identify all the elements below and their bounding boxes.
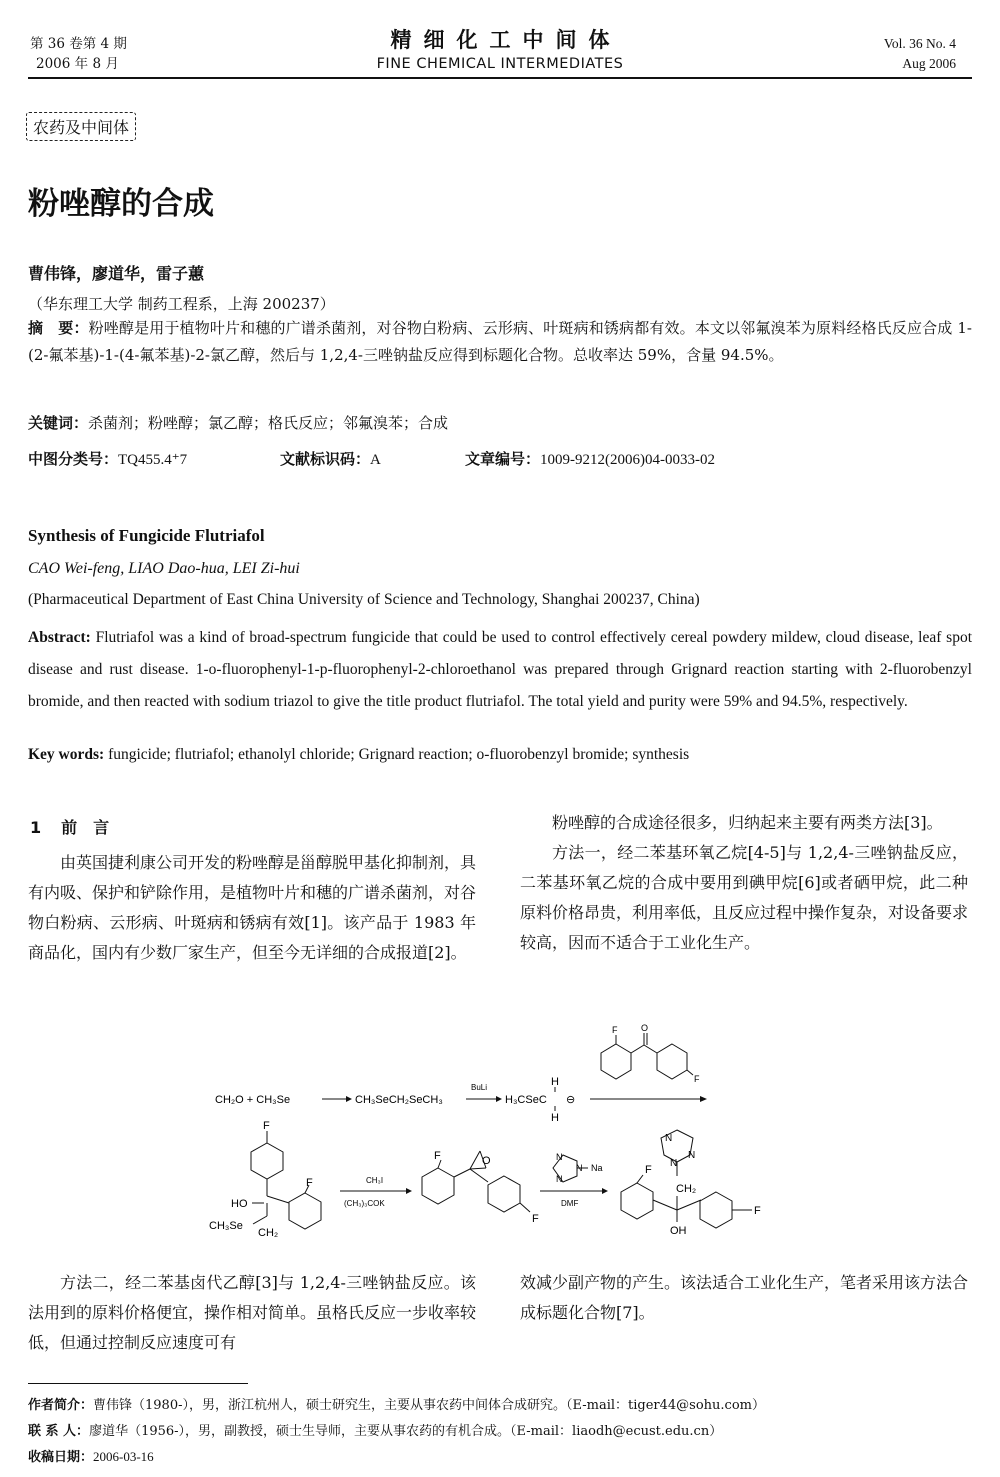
svg-text:N: N — [556, 1174, 563, 1184]
reagent-ch3i: CH₃I — [366, 1176, 384, 1185]
date-cn: 2006 年 8 月 — [36, 56, 119, 72]
right-column-paragraphs — [520, 808, 968, 958]
svg-text:F: F — [263, 1120, 270, 1132]
intro-paragraph: 由英国捷利康公司开发的粉唑醇是甾醇脱甲基化抑制剂，具有内吸、保护和铲除作用，是植物叶片和穗的广谱杀菌剂，对谷物白粉病、云形病、叶斑病和锈病有效[1]。该产品于 1983 年商品化，国内有少数厂家生产，但至今无详细的合成报道[2]。 — [28, 853, 477, 962]
svg-text:Na: Na — [591, 1163, 603, 1173]
authors-cn: 曹伟锋，廖道华，雷子蕙 — [28, 264, 205, 283]
header-rule — [28, 77, 972, 79]
svg-text:O: O — [482, 1155, 491, 1167]
article-title: 粉唑醇的合成 — [28, 186, 214, 222]
method-two-paragraph-right: 效减少副产物的产生。该法适合工业化生产，笔者采用该方法合成标题化合物[7]。 — [520, 1273, 969, 1322]
svg-text:OH: OH — [670, 1225, 687, 1237]
svg-text:CH₃Se: CH₃Se — [209, 1220, 243, 1232]
scheme-intermediate-1: CH₃SeCH₂SeCH₃ — [355, 1094, 443, 1106]
flutriafol-structure — [621, 1130, 752, 1228]
footnote-received-text: 2006-03-16 — [93, 1449, 154, 1464]
svg-text:H: H — [551, 1076, 559, 1088]
volume-cn: 第 36 卷第 4 期 — [30, 36, 127, 52]
footnote-received — [28, 1446, 154, 1465]
abstract-cn — [28, 315, 972, 369]
keywords-cn — [28, 410, 972, 437]
affiliation-cn: （华东理工大学 制药工程系，上海 200237） — [28, 295, 335, 313]
solvent-dmf: DMF — [561, 1199, 579, 1208]
abstract-en — [28, 622, 972, 718]
method-two-paragraph-left: 方法二，经二苯基卤代乙醇[3]与 1,2,4-三唑钠盐反应。该法用到的原料价格便宜，操作相对简单。虽格氏反应一步收率较低，但通过控制反应速度可有 — [28, 1273, 477, 1352]
affiliation-en: (Pharmaceutical Department of East China University of Science and Technology, Shanghai 200237, China) — [28, 591, 700, 608]
footnote-author — [28, 1394, 765, 1413]
journal-name-en: FINE CHEMICAL INTERMEDIATES — [376, 56, 624, 72]
svg-text:CH₂: CH₂ — [258, 1227, 279, 1239]
svg-text:F: F — [306, 1177, 313, 1189]
title-en: Synthesis of Fungicide Flutriafol — [28, 526, 265, 545]
svg-text:CH₂: CH₂ — [676, 1183, 697, 1195]
abstract-cn-label: 摘 要： — [28, 319, 89, 337]
section-title: 前 言 — [61, 818, 110, 837]
abstract-cn-text: 粉唑醇是用于植物叶片和穗的广谱杀菌剂，对谷物白粉病、云形病、叶斑病和锈病都有效。本文以邻氟溴苯为原料经格氏反应合成 1-(2-氟苯基)-1-(4-氟苯基)-2-氯乙醇，然后与 1,2,4-三唑钠盐反应得到标题化合物。总收率达 59%，含量 94.5%。 — [28, 319, 972, 364]
method-one-paragraph: 方法一，经二苯基环氧乙烷[4-5]与 1,2,4-三唑钠盐反应，二苯基环氧乙烷的合成中要用到碘甲烷[6]或者硒甲烷，此二种原料价格昂贵，利用率低，且反应过程中操作复杂，对设备要求较高，因而不适合于工业化生产。 — [520, 843, 969, 952]
section-number: 1 — [30, 818, 42, 837]
footnote-author-text: 曹伟锋（1980-），男，浙江杭州人，硕士研究生，主要从事农药中间体合成研究。（E-mail：tiger44@sohu.com） — [93, 1398, 765, 1413]
reagent-buli: BuLi — [471, 1083, 488, 1092]
document-code: 文献标识码：A — [280, 450, 381, 468]
difluorobenzophenone-structure — [601, 1033, 693, 1079]
keywords-en — [28, 746, 689, 764]
reaction-scheme — [150, 1022, 910, 1252]
footnote-author-label: 作者简介： — [28, 1398, 94, 1413]
footnote-rule — [28, 1383, 248, 1384]
scheme-reactants: CH₂O + CH₃Se — [215, 1094, 291, 1106]
issue-info-en — [884, 34, 956, 74]
volume-en: Vol. 36 No. 4 — [883, 36, 956, 51]
footnote-contact — [28, 1420, 722, 1439]
keywords-en-text: fungicide; flutriafol; ethanolyl chloride; Grignard reaction; o-fluorobenzyl bromide; synthesis — [108, 746, 690, 763]
reagent-base: (CH₃)₃COK — [344, 1199, 385, 1208]
svg-text:O: O — [641, 1023, 649, 1033]
svg-text:F: F — [612, 1025, 618, 1035]
scheme-carbanion: H₃CSeC — [505, 1094, 547, 1106]
svg-text:H: H — [551, 1112, 559, 1124]
footnote-contact-text: 廖道华（1956-），男，副教授，硕士生导师，主要从事农药的有机合成。（E-mail：liaodh@ecust.edu.cn） — [89, 1424, 723, 1439]
footnote-received-label: 收稿日期： — [28, 1450, 94, 1465]
keywords-en-label: Key words: — [28, 746, 105, 763]
svg-text:F: F — [694, 1074, 700, 1084]
clc-number: 中图分类号：TQ455.4⁺7 — [28, 450, 188, 468]
svg-text:⊖: ⊖ — [566, 1094, 576, 1106]
journal-name-cn: 精细化工中间体 — [390, 27, 622, 52]
svg-text:N: N — [556, 1152, 563, 1162]
date-en: Aug 2006 — [902, 56, 956, 71]
svg-text:N: N — [688, 1150, 696, 1161]
keywords-cn-label: 关键词： — [28, 414, 89, 432]
authors-en: CAO Wei-feng, LIAO Dao-hua, LEI Zi-hui — [28, 560, 300, 577]
article-number: 文章编号：1009-9212(2006)04-0033-02 — [465, 450, 715, 468]
footnote-contact-label: 联 系 人： — [28, 1424, 90, 1439]
keywords-cn-text: 杀菌剂；粉唑醇；氯乙醇；格氏反应；邻氟溴苯；合成 — [88, 414, 449, 432]
svg-text:N: N — [576, 1163, 583, 1173]
left-column-paragraph — [28, 848, 476, 968]
svg-text:N: N — [670, 1158, 678, 1169]
column-tag: 农药及中间体 — [26, 112, 136, 141]
svg-text:F: F — [645, 1164, 652, 1176]
svg-text:F: F — [434, 1150, 441, 1162]
svg-text:N: N — [665, 1133, 673, 1144]
journal-name — [0, 24, 1000, 72]
svg-text:F: F — [754, 1205, 761, 1217]
svg-text:HO: HO — [231, 1198, 248, 1210]
svg-text:F: F — [532, 1213, 539, 1225]
section-heading — [30, 815, 109, 838]
abstract-en-text: Flutriafol was a kind of broad-spectrum fungicide that could be used to control effectively cereal powdery mildew, cloud disease, leaf spot disease and rust disease. 1-o-fluorophenyl-1-p-fluorophenyl-2-chloroethanol was prepared through Grignard reaction starting with 2-fluorobenzyl bromide, and then reacted with sodium triazol to give the title product flutriafol. The total yield and purity were 59% and 94.5%, respectively. — [28, 629, 973, 710]
methods-intro-paragraph: 粉唑醇的合成途径很多，归纳起来主要有两类方法[3]。 — [552, 813, 943, 832]
abstract-en-label: Abstract: — [28, 629, 91, 646]
